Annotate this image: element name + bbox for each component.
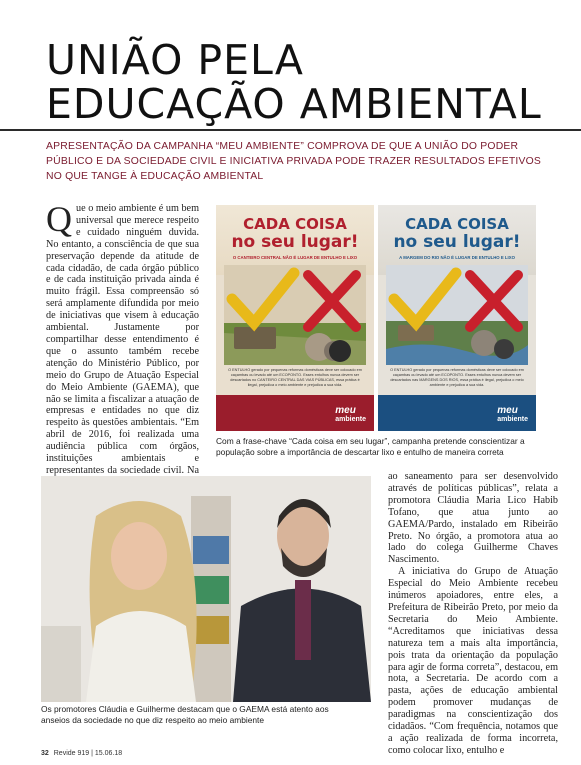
title-divider <box>0 129 581 131</box>
promoters-photo <box>41 476 371 702</box>
body-column-2-text: ao saneamento para ser desenvolvido através de políticas públicas”, relata a promotora Cláudia Maria Lico Habib Tofano, que atua junto ao GAEMA/Pardo, instalado em Ribeirão Preto. No órgão, a promotora atua ao lado do colega Guilherme Chaves Nascimento. <box>388 471 558 566</box>
meu-ambiente-logo <box>497 406 528 423</box>
article-title <box>46 38 566 126</box>
man-tie <box>295 580 311 660</box>
promoters-photo-illustration <box>41 476 371 702</box>
flag-stand <box>41 626 81 702</box>
magazine-name: Revide 919 <box>53 750 90 757</box>
books-row-3 <box>193 616 229 644</box>
poster-body: O ENTULHO gerado por pequenas reformas domésticas deve ser colocado em caçambas ou levado até um ECOPONTO. Esses entulhos nunca devem ser descartados nas MARGENS DOS RIOS, essa prática é ilegal, prejudica o meio ambiente e prejudica a sua vida. <box>390 368 524 387</box>
poster-illustration <box>224 265 366 365</box>
tire-icon <box>329 340 351 362</box>
body-column-1 <box>46 199 199 501</box>
page-footer <box>41 750 122 757</box>
issue-date: 15.06.18 <box>94 750 123 757</box>
tire-icon <box>494 339 514 359</box>
drop-cap: Q <box>46 199 72 239</box>
poster-canteiro <box>216 205 374 431</box>
page-number: 32 <box>41 750 49 757</box>
poster-title-line2: no seu lugar! <box>231 232 359 252</box>
poster-title-line2: no seu lugar! <box>393 232 521 252</box>
campaign-posters <box>216 205 562 434</box>
woman-blouse <box>86 611 196 702</box>
poster-title-line1: CADA COISA <box>243 215 347 233</box>
poster-illustration <box>386 265 528 365</box>
books-row-2 <box>193 576 229 604</box>
meu-ambiente-logo <box>335 406 366 423</box>
brand-word-1: meu <box>335 405 356 416</box>
brand-word-1: meu <box>497 405 518 416</box>
poster-subtitle: A MARGEM DO RIO NÃO É LUGAR DE ENTULHO E LIXO <box>399 255 515 260</box>
article-lead: APRESENTAÇÃO DA CAMPANHA “MEU AMBIENTE” COMPROVA DE QUE A UNIÃO DO PODER PÚBLICO E DA SOCIEDADE CIVIL E INICIATIVA PRIVADA PODE TRAZER RESULTADOS EFETIVOS NO QUE TANGE À EDUCAÇÃO AMBIENTAL <box>46 141 542 182</box>
poster-footer <box>378 395 536 431</box>
photo-caption: Os promotores Cláudia e Guilherme destacam que o GAEMA está atento aos anseios da sociedade no que diz respeito ao meio ambiente <box>41 704 329 725</box>
body-column-1-text: ue o meio ambiente é um bem universal que merece respeito e cuidado ninguém duvida. No entanto, a consciência de que sua preservação depende da atitude de cada cidadão, de cada órgão público e de cada instituição privada ainda é muito frágil. Essa compreensão só será amplamente difundida por meio de iniciativas que visem à educação ambiental. Justamente por compartilhar desse entendimento é que o assunto também recebe atenção do Ministério Público, por meio do Grupo de Atuação Especial do Meio Ambiente (GAEMA), que não se limita a fiscalizar a atuação de empresas e entidades no que diz respeito às questões ambientais. “Em abril de 2016, foi realizada uma audiência pública com órgãos, instituições ambientais e representantes da sociedade civil. Na <box>46 203 199 476</box>
footer-separator: | <box>91 750 93 757</box>
poster-footer <box>216 395 374 431</box>
posters-caption: Com a frase-chave “Cada coisa em seu lugar”, campanha pretende conscientizar a população sobre a importância de descartar lixo e entulho de maneira correta <box>216 436 525 457</box>
poster-subtitle: O CANTEIRO CENTRAL NÃO É LUGAR DE ENTULHO E LIXO <box>232 255 358 260</box>
brand-word-2: ambiente <box>497 416 528 423</box>
body-column-2-text-b: A iniciativa do Grupo de Atuação Especial do Meio Ambiente recebeu inúmeros apoiadores, entre eles, a Prefeitura de Ribeirão Preto, por meio da Secretaria do Meio Ambiente. “Acreditamos que iniciativas dessa natureza tem a mais alta importância, pois trata da orientação da população para agir de forma correta”, destacou, em nota, a Secretaria. De acordo com a pasta, ações de educação ambiental podem promover mudanças de paradigmas na conscientização dos cidadãos. “Com frequência, notamos que a ação realizada de forma incorreta, como colocar lixo, entulho e <box>388 566 558 756</box>
poster-rio <box>378 205 536 431</box>
body-column-2 <box>388 471 558 757</box>
poster-title-line1: CADA COISA <box>405 215 509 233</box>
article-title-line1: UNIÃO PELA <box>46 36 304 84</box>
poster-body: O ENTULHO gerado por pequenas reformas domésticas deve ser colocado em caçambas ou levado até um ECOPONTO. Esses entulhos nunca devem ser descartados no CANTEIRO CENTRAL DAS VIAS PÚBLICAS, essa prática é ilegal, prejudica o meio ambiente e prejudica a sua vida. <box>228 368 362 387</box>
brand-word-2: ambiente <box>335 416 366 423</box>
woman-face <box>111 522 167 590</box>
rubble-pile <box>471 330 497 356</box>
books-row <box>193 536 229 564</box>
article-title-line2: EDUCAÇÃO AMBIENTAL <box>46 80 542 128</box>
